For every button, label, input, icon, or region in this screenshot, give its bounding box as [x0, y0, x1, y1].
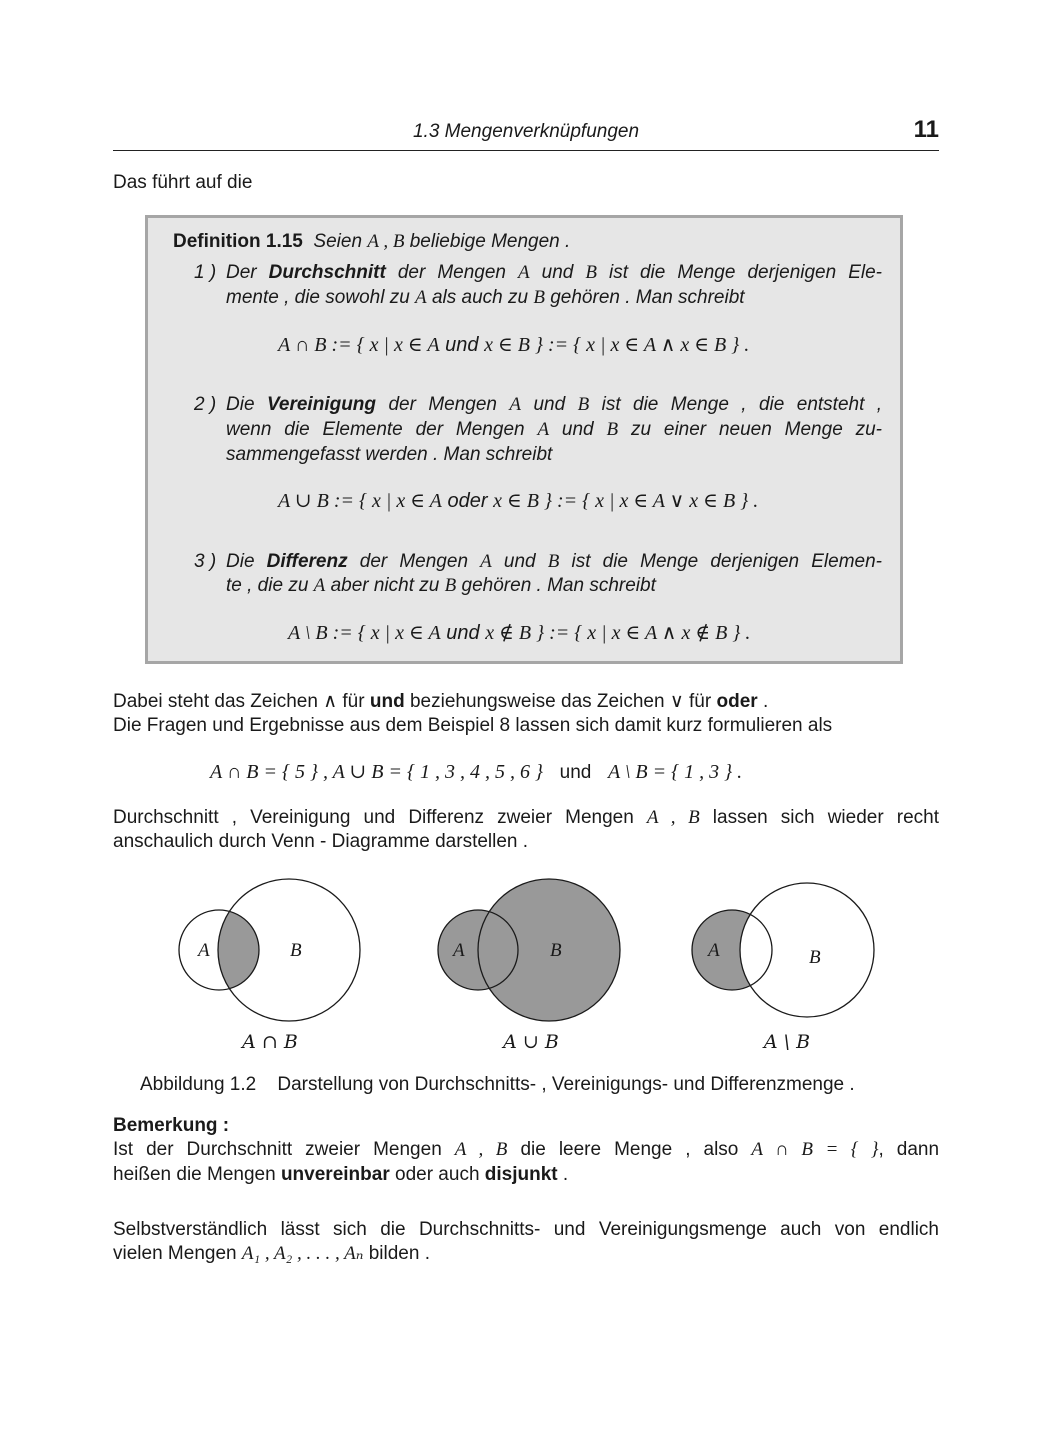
remark-line2: heißen die Mengen unvereinbar oder auch disjunkt . — [113, 1164, 569, 1185]
term-vereinigung: Vereinigung — [266, 394, 377, 415]
definition-heading: Definition 1.15 Seien A , B beliebige Mengen . — [173, 231, 571, 252]
intro-text: Das führt auf die — [113, 172, 253, 193]
item3-line2: te , die zu A aber nicht zu B gehören . Man schreibt — [226, 575, 656, 596]
definition-label: Definition 1.15 — [173, 231, 303, 252]
term-differenz: Differenz — [266, 551, 348, 572]
venn-union — [438, 879, 620, 1053]
venn2-label-b: B — [550, 940, 562, 961]
running-head — [113, 118, 939, 151]
venn3-label-a: A — [708, 940, 720, 961]
item2-line2: wenn die Elemente der Mengen A und B zu einer neuen Menge zu- — [226, 419, 883, 440]
formula-union: A ∪ B := { x | x ∈ A oder x ∈ B } := { x | x ∈ A ∨ x ∈ B } . — [278, 490, 759, 512]
closing-line2: vielen Mengen A₁ , A₂ , . . . , Aₙ bilden . — [113, 1243, 430, 1264]
venn2-label-a: A — [453, 940, 465, 961]
venn3-label-b: B — [809, 947, 821, 968]
closing-line1: Selbstverständlich lässt sich die Durchschnitts- und Vereinigungsmenge auch von endlich — [113, 1219, 939, 1240]
venn-intersection — [179, 879, 360, 1053]
item2-number: 2 ) — [194, 394, 217, 415]
venn3-caption: A \ B — [763, 1031, 811, 1053]
term-durchschnitt: Durchschnitt — [268, 262, 386, 283]
paragraph-venn-line1: Durchschnitt , Vereinigung und Differenz zweier Mengen A , B lassen sich wieder recht — [113, 807, 940, 828]
remark-title: Bemerkung : — [113, 1115, 230, 1136]
venn1-caption: A ∩ B — [242, 1031, 298, 1053]
venn-figure — [0, 860, 1053, 1070]
paragraph-fragen: Die Fragen und Ergebnisse aus dem Beispiel 8 lassen sich damit kurz formulieren als — [113, 715, 833, 736]
term-unvereinbar: unvereinbar — [280, 1164, 390, 1185]
item3-line1: Die Differenz der Mengen A und B ist die Menge derjenigen Elemen- — [226, 551, 882, 572]
definition-box — [145, 215, 903, 664]
running-title: 1.3 Mengenverknüpfungen — [412, 121, 640, 142]
item1-line2: mente , die sowohl zu A als auch zu B gehören . Man schreibt — [226, 287, 745, 308]
paragraph-venn-line2: anschaulich durch Venn - Diagramme darstellen . — [113, 831, 529, 852]
venn-difference — [692, 883, 874, 1053]
venn1-label-b: B — [290, 940, 302, 961]
item2-line1: Die Vereinigung der Mengen A und B ist die Menge , die entsteht , — [226, 394, 883, 415]
item1-number: 1 ) — [194, 262, 217, 283]
term-disjunkt: disjunkt — [484, 1164, 558, 1185]
formula-results: A ∩ B = { 5 } , A ∪ B = { 1 , 3 , 4 , 5 , 6 } und A \ B = { 1 , 3 } . — [210, 761, 743, 783]
formula-difference: A \ B := { x | x ∈ A und x ∉ B } := { x | x ∈ A ∧ x ∉ B } . — [288, 622, 751, 644]
remark-line1: Ist der Durchschnitt zweier Mengen A , B die leere Menge , also A ∩ B = { }, dann — [113, 1139, 940, 1160]
formula-intersection: A ∩ B := { x | x ∈ A und x ∈ B } := { x | x ∈ A ∧ x ∈ B } . — [278, 334, 750, 356]
item2-line3: sammengefasst werden . Man schreibt — [226, 444, 553, 465]
figure-caption-label: Abbildung 1.2 — [140, 1074, 257, 1095]
venn-intersection-shaded — [218, 879, 360, 1021]
page-number: 11 — [913, 116, 939, 143]
item1-line1: Der Durchschnitt der Mengen A und B ist die Menge derjenigen Ele- — [226, 262, 882, 283]
venn2-caption: A ∪ B — [503, 1031, 559, 1053]
figure-caption-text: Darstellung von Durchschnitts- , Vereinigungs- und Differenzmenge . — [277, 1074, 855, 1095]
venn1-label-a: A — [198, 940, 210, 961]
figure-caption — [140, 1073, 855, 1097]
item3-number: 3 ) — [194, 551, 217, 572]
paragraph-zeichen: Dabei steht das Zeichen ∧ für und beziehungsweise das Zeichen ∨ für oder . — [113, 690, 769, 712]
